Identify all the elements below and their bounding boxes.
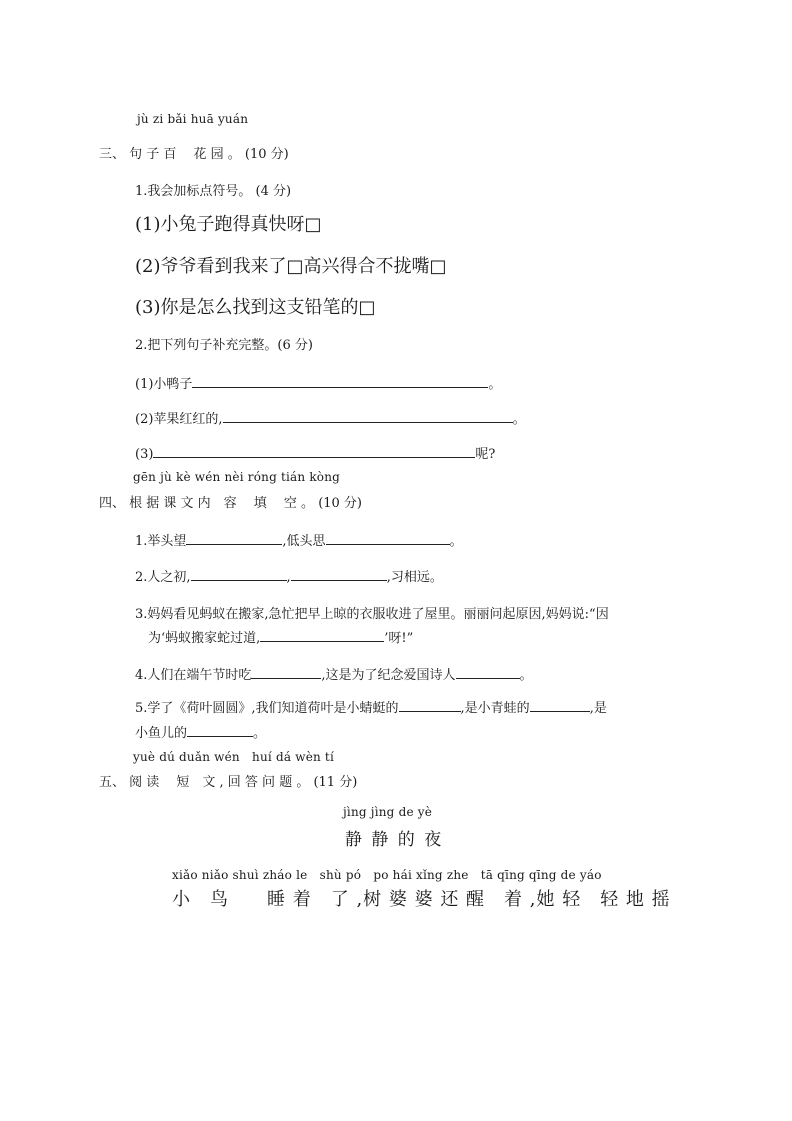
item2-prefix: (2)苹果红红的, [135,412,223,427]
section3-pinyin: jù zi bǎi huā yuán [137,112,249,126]
q5-text-c: ,是 [589,701,607,716]
fill-blank[interactable] [191,566,287,581]
fill-blank[interactable] [223,408,513,423]
section4-q5-line1 [135,697,607,716]
q5-text-b: ,是小青蛙的 [460,701,530,716]
q4-text-b: ,这是为了纪念爱国诗人 [321,668,456,683]
item3-suffix: 呢? [475,447,496,462]
item2-suffix: 。 [512,412,526,427]
section4-q5-line2 [135,722,266,741]
q4-text-a: 4.人们在端午节时吃 [135,668,252,683]
q1-text-c: 。 [449,534,463,549]
q2-text-b: , [286,570,291,585]
fill-blank[interactable] [186,530,282,545]
fill-blank[interactable] [187,722,253,737]
section4-q3-line1: 3.妈妈看见蚂蚁在搬家,急忙把早上晾的衣服收进了屋里。丽丽问起原因,妈妈说:“因 [135,607,609,622]
fill-blank[interactable] [251,664,321,679]
fill-blank[interactable] [326,530,450,545]
fill-blank[interactable] [153,443,475,458]
section5-heading: 五、 阅 读 短 文 , 回 答 问 题 。 (11 分) [99,775,358,790]
item1-suffix: 。 [488,377,502,392]
q1-text-a: 1.举头望 [135,534,187,549]
q3-text-a: 为‘蚂蚁搬家蛇过道, [148,631,261,646]
section3-q2-title: 2.把下列句子补充完整。(6 分) [135,338,313,353]
section3-q1-item1: (1)小兔子跑得真快呀□ [135,214,322,235]
section3-q2-item2 [135,408,526,427]
q1-text-b: ,低头思 [282,534,326,549]
section3-q1-item3: (3)你是怎么找到这支铅笔的□ [135,297,376,318]
section4-q2 [135,566,443,585]
fill-blank[interactable] [192,373,488,388]
poem-line1: 小 鸟 睡 着 了 ,树 婆 婆 还 醒 着 ,她 轻 轻 地 摇 [172,889,671,910]
item3-prefix: (3) [135,447,154,462]
fill-blank[interactable] [399,697,461,712]
section3-q1-item2: (2)爷爷看到我来了□高兴得合不拢嘴□ [135,256,447,277]
q2-text-c: ,习相远。 [386,570,443,585]
fill-blank[interactable] [260,627,384,642]
section4-q4 [135,664,533,683]
section5-pinyin: yuè dú duǎn wén huí dá wèn tí [133,750,334,764]
poem-line1-pinyin: xiǎo niǎo shuì zháo le shù pó po hái xǐng zhe tā qīng qīng de yáo [172,868,602,882]
poem-title-pinyin: jìng jìng de yè [343,805,433,819]
q2-text-a: 2.人之初, [135,570,191,585]
section4-heading: 四、 根 据 课 文 内 容 填 空 。 (10 分) [99,496,363,511]
q5-line2-text-b: 。 [253,726,267,741]
q3-text-b: ’呀!” [384,631,414,646]
section3-q2-item1 [135,373,501,392]
fill-blank[interactable] [456,664,520,679]
poem-title: 静 静 的 夜 [345,830,444,850]
section4-q1 [135,530,463,549]
fill-blank[interactable] [291,566,387,581]
section3-q2-item3 [135,443,495,462]
fill-blank[interactable] [530,697,590,712]
section3-heading: 三、 句 子 百 花 园 。 (10 分) [99,147,289,162]
section4-pinyin: gēn jù kè wén nèi róng tián kòng [133,470,341,484]
q5-text-a: 5.学了《荷叶圆圆》,我们知道荷叶是小蜻蜓的 [135,701,399,716]
item1-prefix: (1)小鸭子 [135,377,193,392]
section3-q1-title: 1.我会加标点符号。 (4 分) [135,184,292,199]
section4-q3-line2 [148,627,413,646]
q4-text-c: 。 [519,668,533,683]
q5-line2-text-a: 小鱼儿的 [135,726,188,741]
